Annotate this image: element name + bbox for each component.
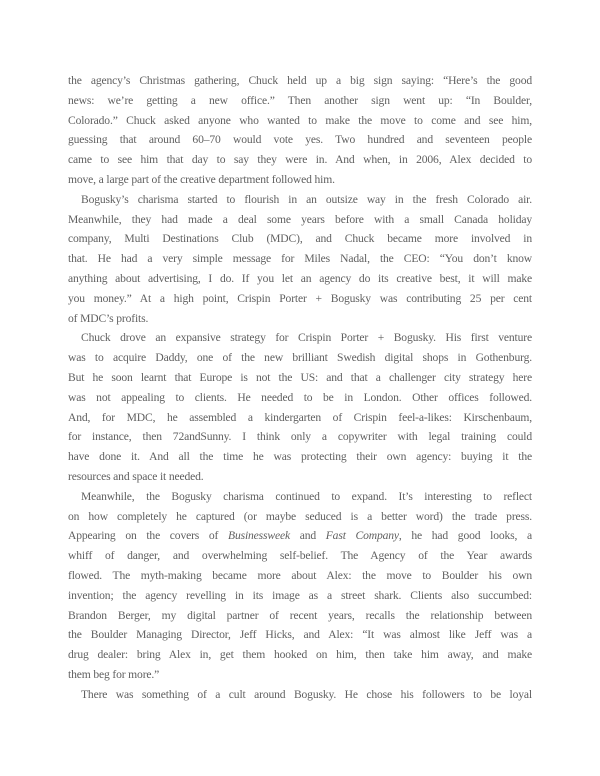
paragraph-4 <box>68 487 532 685</box>
text-line: the Boulder Managing Director, Jeff Hicks, and Alex: “It was almost like Jeff was a <box>68 628 532 642</box>
text-line: Bogusky’s charisma started to flourish in an outsize way in the fresh Colorado air. <box>81 192 532 206</box>
text-line: the agency’s Christmas gathering, Chuck held up a big sign saying: “Here’s the good <box>68 74 532 87</box>
text-line: Meanwhile, they had made a deal some years before with a small Canada holiday <box>68 212 532 226</box>
paragraph-5 <box>68 685 532 705</box>
paragraph-2 <box>68 190 532 329</box>
italic-publication-title: Businessweek <box>228 529 290 543</box>
text-line: was to acquire Daddy, one of the new brilliant Swedish digital shops in Gothenburg. <box>68 351 532 365</box>
text-segment: Appearing on the covers of <box>68 529 229 543</box>
text-line: of MDC’s profits. <box>68 311 149 325</box>
text-line: drug dealer: bring Alex in, get them hooked on him, then take him away, and make <box>68 648 532 662</box>
text-line: have done it. And all the time he was protecting their own agency: buying it the <box>68 450 532 464</box>
text-line: flowed. The myth-making became more about Alex: the move to Boulder his own <box>68 568 532 582</box>
text-line: was not appealing to clients. He needed to be in London. Other offices followed. <box>68 390 532 404</box>
text-line: Brandon Berger, my digital partner of recent years, recalls the relationship between <box>68 608 532 622</box>
text-line: But he soon learnt that Europe is not the US: and that a challenger city strategy here <box>68 370 532 384</box>
text-line: for instance, then 72andSunny. I think only a copywriter with legal training could <box>68 430 532 444</box>
text-line: you money.” At a high point, Crispin Porter + Bogusky was contributing 25 per cent <box>68 291 532 305</box>
text-line: Chuck drove an expansive strategy for Crispin Porter + Bogusky. His first venture <box>81 331 532 345</box>
text-line: on how completely he captured (or maybe seduced is a better word) the trade press. <box>68 509 532 523</box>
text-segment: , he had good looks, a <box>398 529 532 543</box>
text-line: guessing that around 60–70 would vote yes. Two hundred and seventeen people <box>68 133 532 147</box>
text-line: Meanwhile, the Bogusky charisma continued to expand. It’s interesting to reflect <box>81 489 532 503</box>
text-line <box>68 526 532 546</box>
italic-publication-title: Fast Company <box>325 529 399 543</box>
text-line: move, a large part of the creative department followed him. <box>68 172 335 186</box>
paragraph-1 <box>68 71 532 190</box>
text-line: that. He had a very simple message for Miles Nadal, the CEO: “You don’t know <box>68 252 532 266</box>
page-text <box>68 71 532 705</box>
text-line: resources and space it needed. <box>68 469 204 483</box>
text-line: them beg for more.” <box>68 667 160 681</box>
text-line: Colorado.” Chuck asked anyone who wanted to make the move to come and see him, <box>68 113 532 127</box>
text-line: whiff of danger, and overwhelming self-belief. The Agency of the Year awards <box>68 549 532 563</box>
text-line: anything about advertising, I do. If you let an agency do its creative best, it will make <box>68 271 532 285</box>
text-line: invention; the agency revelling in its image as a street shark. Clients also succumbed: <box>68 588 532 602</box>
text-line: news: we’re getting a new office.” Then another sign went up: “In Boulder, <box>68 93 532 107</box>
text-line: company, Multi Destinations Club (MDC), and Chuck became more involved in <box>68 232 532 246</box>
text-segment: and <box>289 529 326 543</box>
text-line: came to see him that day to say they were in. And when, in 2006, Alex decided to <box>68 153 532 167</box>
text-line: And, for MDC, he assembled a kindergarten of Crispin feel-a-likes: Kirschenbaum, <box>68 410 532 424</box>
text-line: There was something of a cult around Bogusky. He chose his followers to be loyal <box>81 687 532 701</box>
paragraph-3 <box>68 328 532 486</box>
